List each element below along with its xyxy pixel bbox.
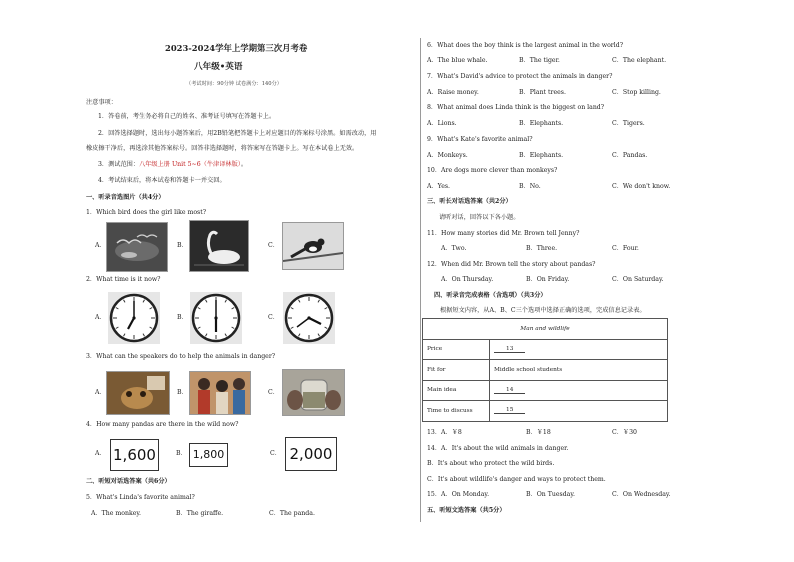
q1-option-b-label: B．: [177, 242, 188, 249]
q3-photo-b[interactable]: [189, 371, 251, 415]
section-3-note: 请听对话，回答以下各小题。: [439, 214, 520, 221]
q3-photo-a[interactable]: [106, 371, 170, 415]
q9-option-a[interactable]: A．Monkeys.: [427, 152, 468, 159]
swan-icon: [190, 221, 248, 271]
answer-blank-13[interactable]: 13: [494, 346, 525, 353]
table-value: [490, 401, 668, 422]
clock-icon: [190, 292, 242, 344]
notes-heading: 注意事项：: [86, 99, 117, 106]
q15-option-a[interactable]: 15．A．On Monday.: [427, 491, 490, 498]
q6-option-c[interactable]: C．The elephant.: [612, 57, 667, 64]
section-1-heading: 一、听录音选图片（共4分）: [86, 194, 165, 201]
question-11: 11．How many stories did Mr. Brown tell Jenny?: [427, 230, 580, 237]
note-4: 4．考试结束后，将本试卷和答题卡一并交回。: [98, 177, 226, 184]
table-row: [423, 339, 668, 360]
q6-option-a[interactable]: A．The blue whale.: [427, 57, 488, 64]
answer-blank-15[interactable]: 15: [494, 407, 525, 414]
q10-option-a[interactable]: A．Yes.: [427, 183, 451, 190]
table-header-row: [423, 319, 668, 340]
q13-option-b[interactable]: B．￥18: [526, 429, 551, 436]
q3-photo-c[interactable]: [282, 369, 345, 416]
q15-option-b[interactable]: B．On Tuesday.: [526, 491, 575, 498]
q14-option-a[interactable]: 14．A．It's about the wild animals in danger.: [427, 445, 569, 452]
table-label: Fit for: [423, 360, 490, 381]
clock-icon: [108, 292, 160, 344]
section-3-heading: 三、听长对话选答案（共2分）: [427, 198, 512, 205]
table-value: [490, 380, 668, 401]
q11-option-b[interactable]: B．Three.: [526, 245, 558, 252]
note-2: 2．回答选择题时，选出每小题答案后，用2B铅笔把答题卡上对应题目的答案标号涂黑。如需改动，用: [98, 130, 377, 137]
q8-option-c[interactable]: C．Tigers.: [612, 120, 645, 127]
exam-subtitle: 八年级•英语: [194, 62, 243, 72]
table-row: [423, 360, 668, 381]
q12-option-a[interactable]: A．On Thursday.: [441, 276, 494, 283]
question-1: 1．Which bird does the girl like most?: [86, 209, 207, 216]
question-12: 12．When did Mr. Brown tell the story about pandas?: [427, 261, 596, 268]
q2-clock-b[interactable]: [190, 292, 242, 344]
section-5-heading: 五、听短文选答案（共5分）: [427, 507, 506, 514]
q2-option-a-label: A．: [95, 314, 106, 321]
q10-option-b[interactable]: B．No.: [519, 183, 541, 190]
magpie-icon: [283, 223, 343, 269]
q1-bird-image-b[interactable]: [189, 220, 249, 272]
q4-option-b-label: B．: [176, 450, 187, 457]
exam-title: 2023-2024学年上学期第三次月考卷: [165, 43, 308, 53]
column-divider: [420, 38, 421, 522]
q10-option-c[interactable]: C．We don't know.: [612, 183, 671, 190]
section-2-heading: 二、听短对话选答案（共6分）: [86, 478, 171, 485]
animal-photo-icon: [107, 372, 169, 414]
q1-bird-image-a[interactable]: [106, 222, 168, 272]
q4-option-a-label: A．: [95, 450, 106, 457]
table-row: [423, 401, 668, 422]
q11-option-a[interactable]: A．Two.: [441, 245, 467, 252]
q3-option-a-label: A．: [95, 389, 106, 396]
question-10: 10．Are dogs more clever than monkeys?: [427, 167, 558, 174]
q5-option-a[interactable]: A．The monkey.: [91, 510, 142, 517]
table-label: Time to discuss: [423, 401, 490, 422]
bird-flock-icon: [107, 223, 167, 271]
q11-option-c[interactable]: C．Four.: [612, 245, 639, 252]
table-label: Main idea: [423, 380, 490, 401]
exam-info: （考试时间：90分钟 试卷满分：140分）: [186, 81, 282, 87]
q2-clock-a[interactable]: [108, 292, 160, 344]
note-3-suffix: 。: [240, 161, 248, 168]
answer-blank-14[interactable]: 14: [494, 387, 525, 394]
q4-option-b-value[interactable]: 1,800: [189, 443, 228, 467]
q7-option-a[interactable]: A．Raise money.: [427, 89, 479, 96]
q7-option-c[interactable]: C．Stop killing.: [612, 89, 661, 96]
note-2-cont: 橡皮擦干净后，再选涂其他答案标号。回答非选择题时，将答案写在答题卡上。写在本试卷上无效。: [86, 145, 359, 152]
q1-option-a-label: A．: [95, 242, 106, 249]
q9-option-c[interactable]: C．Pandas.: [612, 152, 648, 159]
q4-option-c-value[interactable]: 2,000: [285, 437, 337, 471]
q14-option-c[interactable]: C．It's about wildlife's danger and ways to protect them.: [427, 476, 606, 483]
money-jar-icon: [283, 370, 344, 415]
question-3: 3．What can the speakers do to help the animals in danger?: [86, 353, 276, 360]
section-4-note: 根据短文内容，从A、B、C三个选项中选择正确的选项，完成信息记录表。: [440, 307, 646, 314]
note-1: 1．答卷前，考生务必将自己的姓名、准考证号填写在答题卡上。: [98, 113, 276, 120]
q2-option-c-label: C．: [268, 314, 279, 321]
question-5: 5．What's Linda's favorite animal?: [86, 494, 195, 501]
table-label: Price: [423, 339, 490, 360]
question-6: 6．What does the boy think is the largest animal in the world?: [427, 42, 624, 49]
question-2: 2．What time is it now?: [86, 276, 161, 283]
q14-option-b[interactable]: B．It's about who protect the wild birds.: [427, 460, 555, 467]
q15-option-c[interactable]: C．On Wednesday.: [612, 491, 671, 498]
note-3-prefix: 3．测试范围：: [98, 161, 140, 168]
q2-clock-c[interactable]: [283, 292, 335, 344]
table-value: [490, 339, 668, 360]
question-9: 9．What's Kate's favorite animal?: [427, 136, 533, 143]
question-7: 7．What's David's advice to protect the animals in danger?: [427, 73, 613, 80]
q2-option-b-label: B．: [177, 314, 188, 321]
table-value: Middle school students: [490, 360, 668, 381]
q8-option-b[interactable]: B．Elephants.: [519, 120, 564, 127]
q13-option-a[interactable]: 13．A．￥8: [427, 429, 462, 436]
q7-option-b[interactable]: B．Plant trees.: [519, 89, 566, 96]
q3-option-b-label: B．: [177, 389, 188, 396]
q13-option-c[interactable]: C．￥30: [612, 429, 637, 436]
q12-option-b[interactable]: B．On Friday.: [526, 276, 570, 283]
crowd-photo-icon: [190, 372, 250, 414]
note-3: [98, 162, 247, 169]
section-4-heading: 四、听录音完成表格（含选项）（共3分）: [434, 292, 547, 299]
question-4: 4．How many pandas are there in the wild now?: [86, 421, 239, 428]
info-record-table: [422, 318, 668, 422]
q5-option-b[interactable]: B．The giraffe.: [176, 510, 224, 517]
q4-option-c-label: C．: [270, 450, 281, 457]
table-row: [423, 380, 668, 401]
clock-icon: [283, 292, 335, 344]
question-8: 8．What animal does Linda think is the biggest on land?: [427, 104, 605, 111]
q1-bird-image-c[interactable]: [282, 222, 344, 270]
table-title: Man and wildlife: [423, 319, 668, 340]
q1-option-c-label: C．: [268, 242, 279, 249]
test-scope: 八年级上册 Unit 5~6（牛津译林版）: [139, 161, 241, 168]
q4-option-a-value[interactable]: 1,600: [110, 439, 159, 471]
q9-option-b[interactable]: B．Elephants.: [519, 152, 564, 159]
q8-option-a[interactable]: A．Lions.: [427, 120, 457, 127]
q12-option-c[interactable]: C．On Saturday.: [612, 276, 664, 283]
q5-option-c[interactable]: C．The panda.: [269, 510, 315, 517]
q3-option-c-label: C．: [268, 389, 279, 396]
q6-option-b[interactable]: B．The tiger.: [519, 57, 560, 64]
